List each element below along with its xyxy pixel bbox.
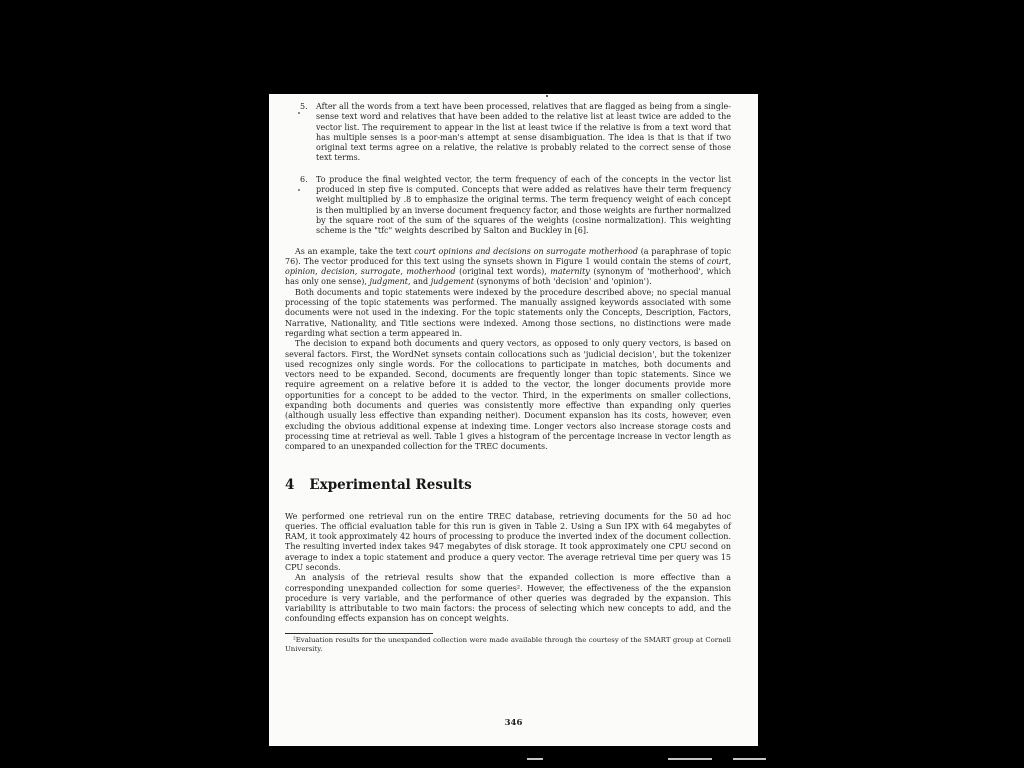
section-title: Experimental Results bbox=[309, 476, 472, 493]
list-item-5-text: After all the words from a text have been processed, relatives that are flagged as being from a single-sense text word and relatives that have been added to the relative list at least twice are added to the vector list. The requirement to appear in the list at least twice if the relative is from a text word that has multiple senses is a poor-man's attempt at sense disambiguation. The idea is that is that if two original text terms agree on a relative, the relative is probably related to the correct sense of those text terms. bbox=[316, 102, 731, 163]
paragraph-indexing-procedure: Both documents and topic statements were indexed by the procedure described above; no special manual processing of the topic statements was performed. The manually assigned keywords associated with some documents were not used in the indexing. For the topic statements only the Concepts, Description, Factors, Narrative, Nationality, and Title sections were indexed. Among those sections, no distinctions were made regarding what section a term appeared in. bbox=[285, 287, 731, 338]
scan-dash-artifact bbox=[733, 758, 766, 760]
paragraph-example: As an example, take the text court opinions and decisions on surrogate motherhood (a paraphrase of topic 76). The vector produced for this text using the synsets shown in Figure 1 would contain the stems of court, opinion, decision, surrogate, motherhood (original text words), maternity (synonym of 'motherhood', which has only one sense), judgment, and judgement (synonyms of both 'decision' and 'opinion'). bbox=[285, 246, 731, 287]
footnote-rule bbox=[285, 633, 433, 634]
section-number: 4 bbox=[285, 476, 295, 493]
list-item-6-number: 6. bbox=[300, 174, 308, 184]
scan-speck-artifact bbox=[298, 189, 300, 191]
numbered-list bbox=[285, 102, 731, 237]
list-item-5-number: 5. bbox=[300, 102, 308, 111]
scan-dash-artifact bbox=[527, 758, 543, 760]
paragraph-results-overview: We performed one retrieval run on the entire TREC database, retrieving documents for the 50 ad hoc queries. The official evaluation table for this run is given in Table 2. Using a Sun IPX with 64 megabytes of RAM, it took approximately 42 hours of processing to produce the inverted index of the document collection. The resulting inverted index takes 947 megabytes of disk storage. It took approximately one CPU second on average to index a topic statement and produce a query vector. The average retrieval time per query was 15 CPU seconds. bbox=[285, 511, 731, 572]
page-content bbox=[285, 102, 731, 654]
scan-speck-artifact bbox=[298, 112, 300, 114]
paper-page bbox=[269, 94, 758, 746]
list-item-6-text: To produce the final weighted vector, the term frequency of each of the concepts in the vector list produced in step five is computed. Concepts that were added as relatives have their term frequency weight multiplied by .8 to emphasize the original terms. The term frequency weight of each concept is then multiplied by an inverse document frequency factor, and those weights are further normalized by the square root of the sum of the squares of the weights (cosine normalization). This weighting scheme is the "tfc" weights described by Salton and Buckley in [6]. bbox=[316, 174, 731, 236]
paragraph-expansion-rationale: The decision to expand both documents and query vectors, as opposed to only query vectors, is based on several factors. First, the WordNet synsets contain collocations such as 'judicial decision', but the tokenizer used recognizes only single words. For the collocations to participate in matches, both documents and vectors need to be expanded. Second, documents are frequently longer than topic statements. Since we require agreement on a relative before it is added to the vector, the longer documents provide more opportunities for a concept to be added to the vector. Third, in the experiments on smaller collections, expanding both documents and queries was consistently more effective than expanding only queries (although usually less effective than expanding neither). Document expansion has its costs, however, even excluding the obvious additional expense at indexing time. Longer vectors also increase storage costs and processing time at retrieval as well. Table 1 gives a histogram of the percentage increase in vector length as compared to an unexpanded collection for the TREC documents. bbox=[285, 339, 731, 452]
list-item-6 bbox=[285, 175, 731, 237]
paragraph-results-analysis: An analysis of the retrieval results show that the expanded collection is more effective than a corresponding unexpanded collection for some queries². However, the effectiveness of the the expansion procedure is very variable, and the performance of other queries was degraded by the expansion. This variability is attributable to two main factors: the process of selecting which new concepts to add, and the confounding effects expansion has on concept weights. bbox=[285, 573, 731, 624]
list-item-5 bbox=[285, 102, 731, 164]
page-number: 346 bbox=[504, 718, 523, 728]
scan-dot-artifact bbox=[546, 95, 548, 97]
section-heading bbox=[285, 477, 731, 494]
scan-dash-artifact bbox=[668, 758, 712, 760]
footnote-text: ²Evaluation results for the unexpanded collection were made available through the courtesy of the SMART group at Cornell University. bbox=[285, 635, 731, 653]
